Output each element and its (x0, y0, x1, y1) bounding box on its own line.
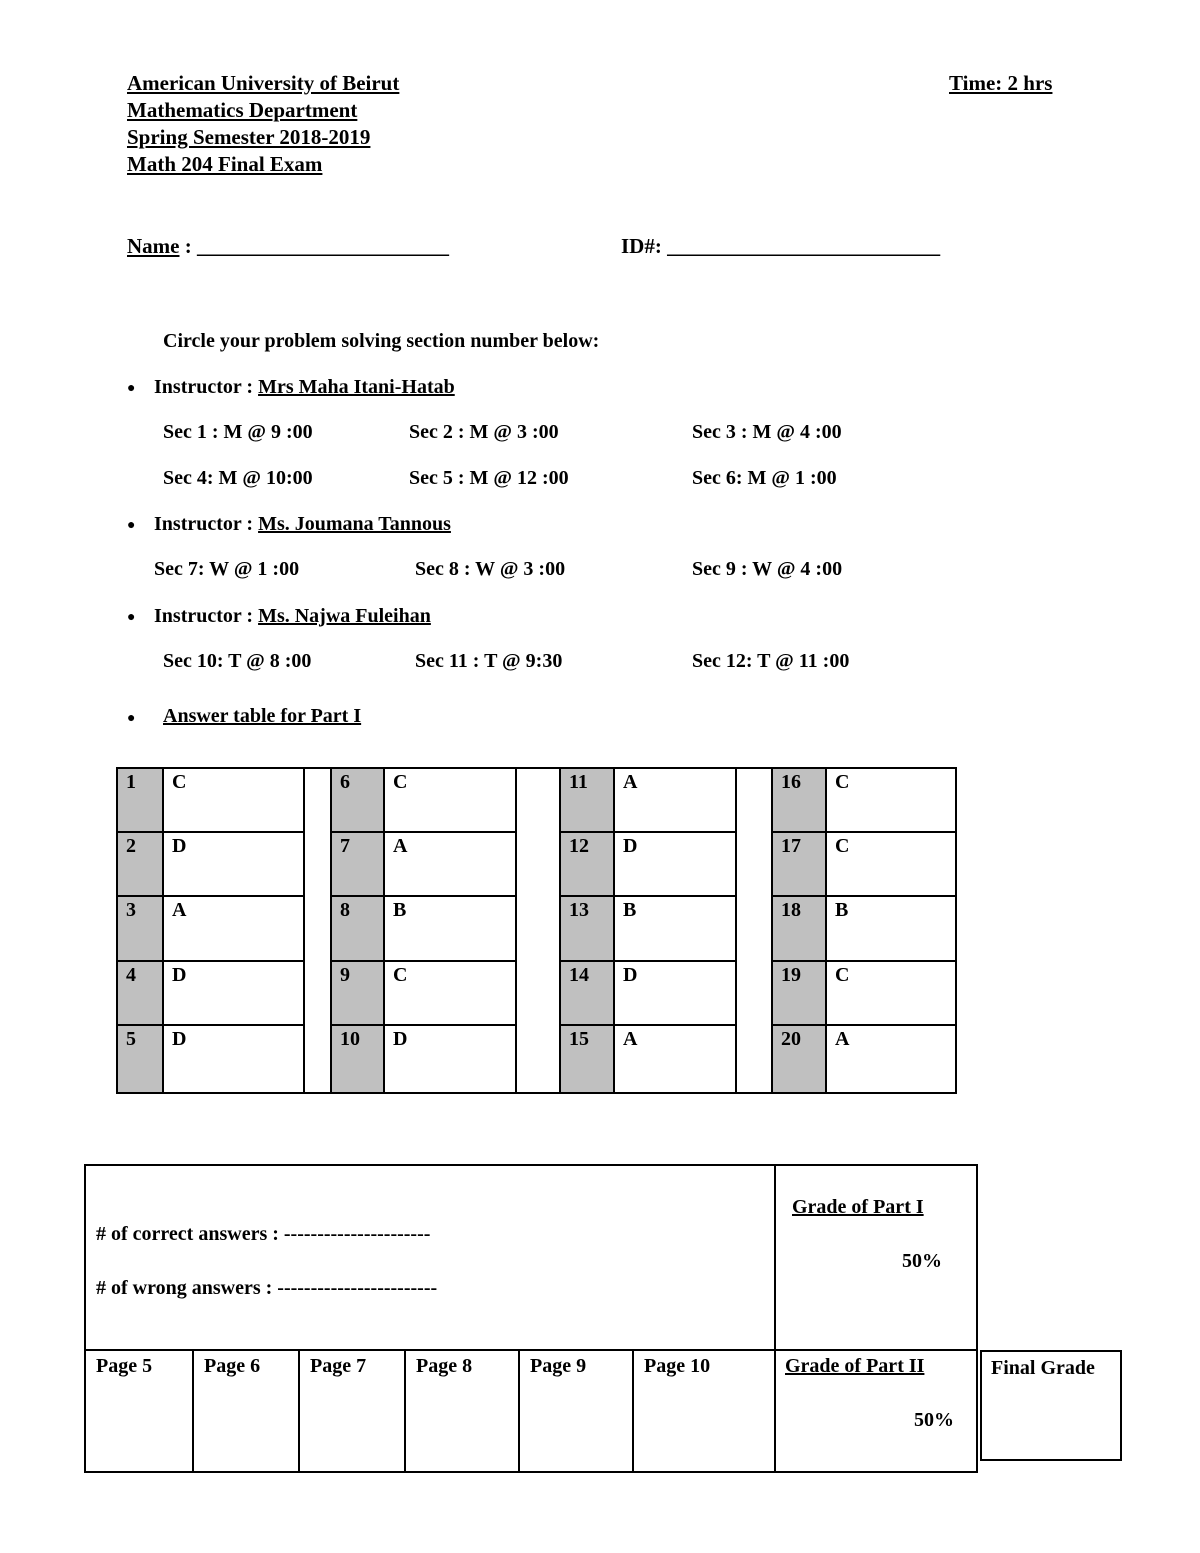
answer-cell[interactable]: B (835, 899, 849, 921)
question-number: 3 (126, 899, 136, 921)
question-number: 17 (781, 835, 801, 857)
section-option[interactable]: Sec 6: M @ 1 :00 (692, 467, 837, 489)
answer-cell[interactable]: A (623, 771, 638, 793)
table-row-divider (771, 1024, 957, 1026)
grade-part2-percent: 50% (914, 1409, 954, 1431)
answer-cell[interactable]: D (393, 1028, 408, 1050)
section-option[interactable]: Sec 12: T @ 11 :00 (692, 650, 850, 672)
table-column-divider (955, 767, 957, 1094)
grade-table-line (518, 1350, 520, 1473)
grade-table (84, 1164, 1124, 1476)
answer-cell[interactable]: D (623, 835, 638, 857)
table-row-divider (330, 960, 515, 962)
answer-cell[interactable]: C (393, 964, 408, 986)
section-option[interactable]: Sec 4: M @ 10:00 (163, 467, 313, 489)
question-number: 9 (340, 964, 350, 986)
answer-cell[interactable]: A (393, 835, 408, 857)
question-number: 19 (781, 964, 801, 986)
grade-part2-label: Grade of Part II (785, 1355, 925, 1377)
section-option[interactable]: Sec 1 : M @ 9 :00 (163, 421, 313, 443)
section-option[interactable]: Sec 5 : M @ 12 :00 (409, 467, 569, 489)
answer-cell[interactable]: D (623, 964, 638, 986)
name-label: Name (127, 234, 180, 258)
question-number: 8 (340, 899, 350, 921)
answer-cell[interactable]: B (393, 899, 407, 921)
grade-table-line (774, 1164, 776, 1473)
question-number: 4 (126, 964, 136, 986)
table-row-divider (559, 895, 735, 897)
table-row-divider (771, 960, 957, 962)
answer-cell[interactable]: C (393, 771, 408, 793)
table-column-divider (735, 767, 737, 1094)
instructor-3-line (154, 605, 431, 628)
bullet-icon: ● (127, 610, 136, 625)
page-6-cell: Page 6 (204, 1355, 261, 1377)
table-row-divider (116, 1024, 303, 1026)
page-5-cell: Page 5 (96, 1355, 153, 1377)
table-column-divider (771, 767, 773, 1094)
semester-label: Spring Semester 2018-2019 (127, 125, 371, 149)
instructor-prefix: Instructor : (154, 376, 259, 398)
table-column-divider (303, 767, 305, 1094)
name-blank: : ________________________ (179, 234, 449, 258)
university-name: American University of Beirut (127, 71, 400, 95)
grade-table-line (980, 1350, 1122, 1352)
question-number: 10 (340, 1028, 360, 1050)
question-number: 18 (781, 899, 801, 921)
table-row-divider (559, 831, 735, 833)
page-9-cell: Page 9 (530, 1355, 587, 1377)
grade-part1-label: Grade of Part I (792, 1196, 924, 1218)
grade-table-line (84, 1164, 86, 1473)
instructor-prefix: Instructor : (154, 513, 259, 535)
table-row-divider (559, 1024, 735, 1026)
exam-time: Time: 2 hrs (949, 71, 1053, 95)
wrong-answers-label: # of wrong answers : ------------------------ (96, 1277, 438, 1299)
question-number: 1 (126, 771, 136, 793)
grade-table-line (84, 1349, 978, 1351)
section-option[interactable]: Sec 3 : M @ 4 :00 (692, 421, 842, 443)
grade-table-line (632, 1350, 634, 1473)
exam-title: Math 204 Final Exam (127, 152, 323, 176)
page-8-cell: Page 8 (416, 1355, 473, 1377)
question-number: 7 (340, 835, 350, 857)
instructor-name: Ms. Joumana Tannous (258, 513, 451, 535)
answer-cell[interactable]: C (835, 835, 850, 857)
answer-cell[interactable]: C (172, 771, 187, 793)
table-border (116, 1092, 957, 1094)
department-name: Mathematics Department (127, 98, 358, 122)
grade-table-line (980, 1459, 1122, 1461)
answer-cell[interactable]: D (172, 835, 187, 857)
question-number: 15 (569, 1028, 589, 1050)
answer-cell[interactable]: C (835, 771, 850, 793)
answer-table-title: Answer table for Part I (163, 705, 362, 727)
bullet-icon: ● (127, 518, 136, 533)
answer-table (116, 767, 957, 1094)
table-row-divider (771, 831, 957, 833)
number-column-shade (116, 767, 162, 1094)
answer-cell[interactable]: A (172, 899, 187, 921)
question-number: 13 (569, 899, 589, 921)
final-grade-label: Final Grade (991, 1357, 1095, 1379)
section-option[interactable]: Sec 9 : W @ 4 :00 (692, 558, 843, 580)
question-number: 12 (569, 835, 589, 857)
correct-answers-label: # of correct answers : ---------------------- (96, 1223, 431, 1245)
grade-table-line (84, 1164, 978, 1166)
question-number: 11 (569, 771, 588, 793)
answer-cell[interactable]: D (172, 1028, 187, 1050)
section-option[interactable]: Sec 11 : T @ 9:30 (415, 650, 563, 672)
page-7-cell: Page 7 (310, 1355, 367, 1377)
table-row-divider (771, 895, 957, 897)
answer-cell[interactable]: A (835, 1028, 850, 1050)
section-option[interactable]: Sec 2 : M @ 3 :00 (409, 421, 559, 443)
table-column-divider (613, 767, 615, 1094)
section-option[interactable]: Sec 8 : W @ 3 :00 (415, 558, 566, 580)
table-column-divider (559, 767, 561, 1094)
instructor-name: Mrs Maha Itani-Hatab (258, 376, 455, 398)
grade-table-line (192, 1350, 194, 1473)
instructor-1-line (154, 376, 455, 399)
question-number: 14 (569, 964, 589, 986)
answer-cell[interactable]: B (623, 899, 637, 921)
table-row-divider (330, 895, 515, 897)
bullet-icon: ● (127, 711, 136, 726)
id-field[interactable]: ID#: __________________________ (621, 234, 941, 258)
table-row-divider (116, 960, 303, 962)
answer-cell[interactable]: A (623, 1028, 638, 1050)
instructor-prefix: Instructor : (154, 605, 259, 627)
answer-cell[interactable]: D (172, 964, 187, 986)
question-number: 16 (781, 771, 801, 793)
grade-part1-percent: 50% (902, 1250, 942, 1272)
circle-instruction: Circle your problem solving section number below: (163, 330, 600, 352)
bullet-icon: ● (127, 381, 136, 396)
table-row-divider (330, 1024, 515, 1026)
page-10-cell: Page 10 (644, 1355, 711, 1377)
table-column-divider (116, 767, 118, 1094)
section-option[interactable]: Sec 10: T @ 8 :00 (163, 650, 312, 672)
table-column-divider (383, 767, 385, 1094)
table-column-divider (162, 767, 164, 1094)
table-column-divider (825, 767, 827, 1094)
question-number: 5 (126, 1028, 136, 1050)
grade-table-line (298, 1350, 300, 1473)
table-row-divider (116, 895, 303, 897)
table-row-divider (330, 831, 515, 833)
grade-table-line (980, 1350, 982, 1461)
grade-table-line (976, 1164, 978, 1473)
answer-cell[interactable]: C (835, 964, 850, 986)
section-option[interactable]: Sec 7: W @ 1 :00 (154, 558, 300, 580)
table-column-divider (515, 767, 517, 1094)
question-number: 6 (340, 771, 350, 793)
table-border (116, 767, 957, 769)
question-number: 20 (781, 1028, 801, 1050)
grade-table-line (84, 1471, 978, 1473)
instructor-name: Ms. Najwa Fuleihan (258, 605, 431, 627)
table-row-divider (559, 960, 735, 962)
grade-table-line (1120, 1350, 1122, 1461)
grade-table-line (404, 1350, 406, 1473)
table-row-divider (116, 831, 303, 833)
question-number: 2 (126, 835, 136, 857)
instructor-2-line (154, 513, 451, 536)
name-field[interactable] (127, 234, 449, 259)
table-column-divider (330, 767, 332, 1094)
